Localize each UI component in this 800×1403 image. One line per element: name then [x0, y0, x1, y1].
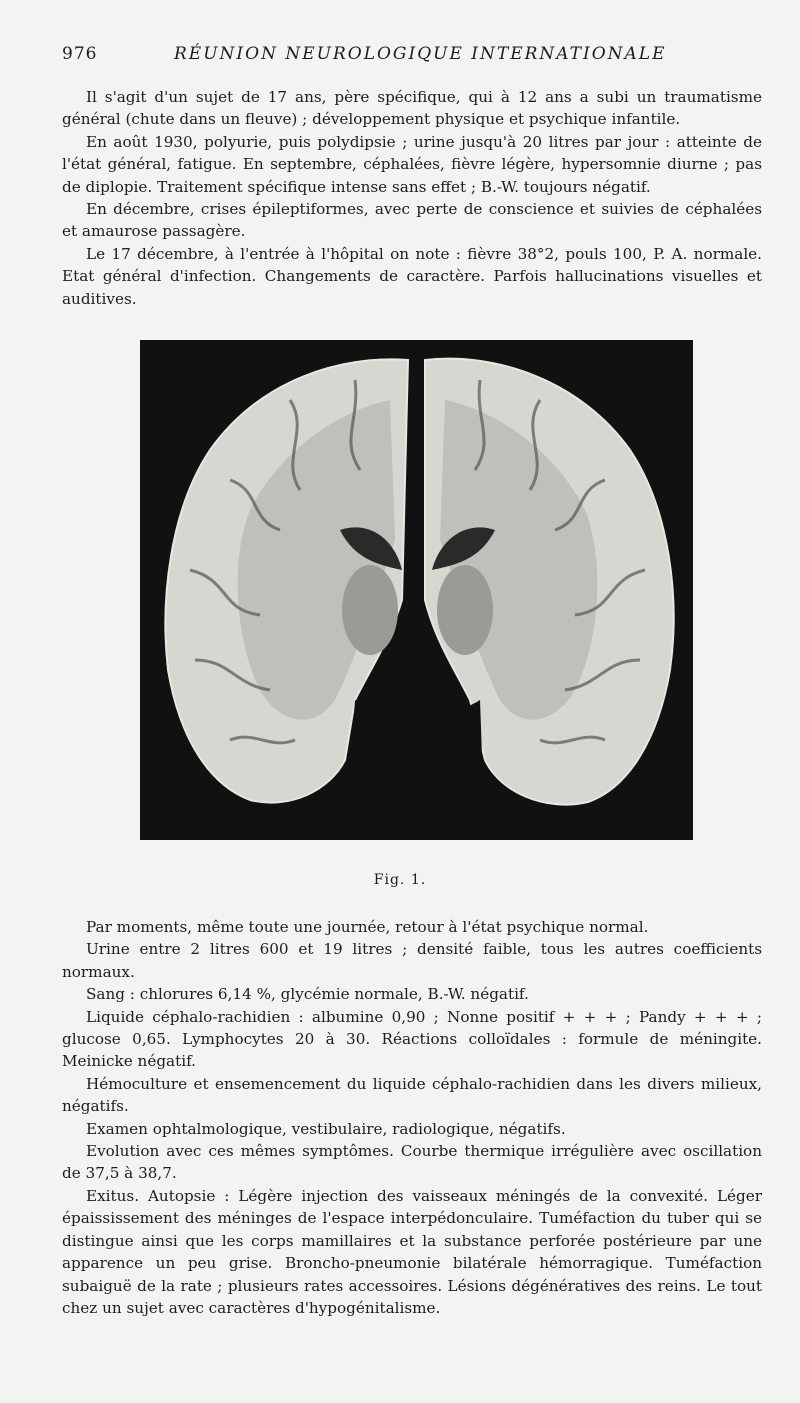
paragraph: Le 17 décembre, à l'entrée à l'hôpital on note : fièvre 38°2, pouls 100, P. A. normale. Etat général d'infection. Changements de caractère. Parfois hallucinations visuelles et auditives. — [62, 244, 762, 308]
paragraph: Il s'agit d'un sujet de 17 ans, père spécifique, qui à 12 ans a subi un traumatisme général (chute dans un fleuve) ; développement physique et psychique infantile. — [62, 88, 762, 129]
page-number: 976 — [62, 44, 98, 64]
paragraph: En décembre, crises épileptiformes, avec perte de conscience et suivies de céphalées et amaurose passagère. — [62, 200, 762, 241]
paragraph: Evolution avec ces mêmes symptômes. Courbe thermique irrégulière avec oscillation de 37,5 à 38,7. — [62, 1142, 762, 1183]
paragraph: En août 1930, polyurie, puis polydipsie ; urine jusqu'à 20 litres par jour : atteinte de l'état général, fatigue. En septembre, céphalées, fièvre légère, hypersomnie diurne ; pas de diplopie. Traitement spécifique intense sans effet ; B.-W. toujours négatif. — [62, 132, 762, 196]
paragraph: Exitus. Autopsie : Légère injection des vaisseaux méningés de la convexité. Léger épaississement des méninges de l'espace interpédonculaire. Tuméfaction du tuber qui se distingue ainsi que les corps mamillaires et la substance perforée postérieure par une apparence un peu grise. Broncho-pneumonie bilatérale hémorragique. Tuméfaction subaiguë de la rate ; plusieurs rates accessoires. Lésions dégénératives des reins. Le tout chez un sujet avec caractères d'hypogénitalisme. — [62, 1186, 762, 1317]
case-history-text — [62, 86, 762, 310]
clinical-findings-text — [62, 916, 762, 1319]
figure-caption: Fig. 1. — [373, 872, 427, 888]
paragraph: Par moments, même toute une journée, retour à l'état psychique normal. — [86, 918, 649, 936]
paragraph: Urine entre 2 litres 600 et 19 litres ; densité faible, tous les autres coefficients normaux. — [62, 940, 762, 981]
brain-section-image — [140, 340, 693, 840]
paragraph: Sang : chlorures 6,14 %, glycémie normale, B.-W. négatif. — [86, 985, 529, 1004]
paragraph: Liquide céphalo-rachidien : albumine 0,90 ; Nonne positif + + + ; Pandy + + + ; glucose 0,65. Lymphocytes 20 à 30. Réactions colloïdales : formule de méningite. Meinicke négatif. — [62, 1007, 762, 1071]
running-title: RÉUNION NEUROLOGIQUE INTERNATIONALE — [174, 44, 667, 64]
paragraph: Examen ophtalmologique, vestibulaire, radiologique, négatifs. — [86, 1119, 566, 1138]
paragraph: Hémoculture et ensemencement du liquide céphalo-rachidien dans les divers milieux, négatifs. — [62, 1074, 762, 1116]
brain-section-photograph — [140, 340, 693, 840]
